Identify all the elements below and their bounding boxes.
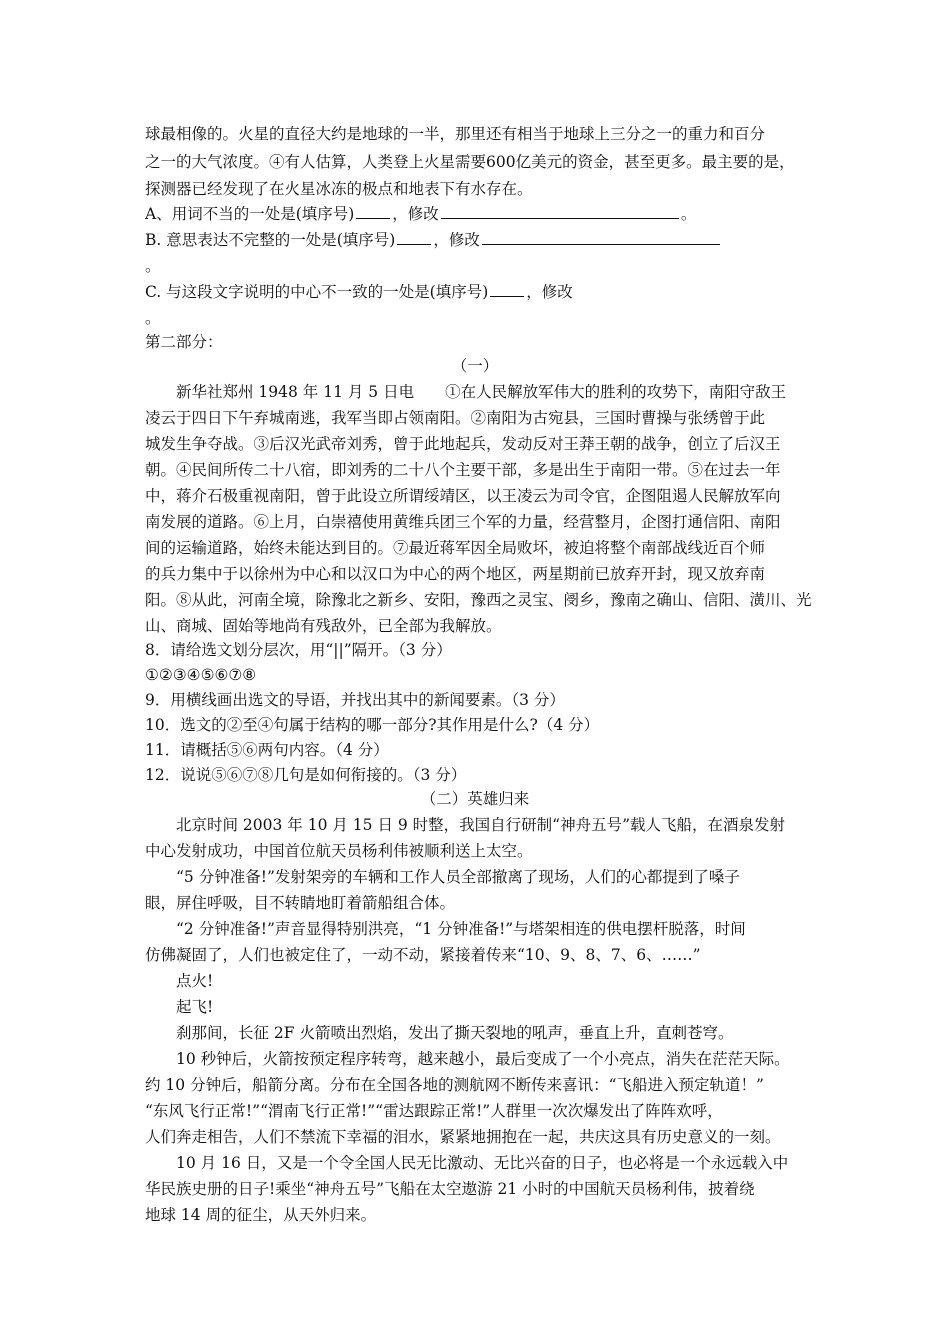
question-item: 12．说说⑤⑥⑦⑧几句是如何衔接的。（3 分） <box>145 766 467 784</box>
passage-line: 点火! <box>176 972 214 990</box>
question-item: 10．选文的②至④句属于结构的哪一部分?其作用是什么?（4 分） <box>145 716 600 734</box>
answer-blank[interactable] <box>482 229 720 245</box>
question-b-prefix: B. 意思表达不完整的一处是(填序号) <box>145 231 396 249</box>
passage-line: 南发展的道路。⑥上月，白崇禧使用黄维兵团三个军的力量，经营整月，企图打通信阳、南阳 <box>145 513 781 531</box>
part-heading: 第二部分： <box>145 333 223 351</box>
question-item: 8．请给选文划分层次，用“||”隔开。（3 分） <box>145 641 452 659</box>
passage-line: “5 分钟准备!”发射架旁的车辆和工作人员全部撤离了现场，人们的心都提到了嗓子 <box>176 868 740 886</box>
text-line: 探测器已经发现了在火星冰冻的极点和地表下有水存在。 <box>145 180 533 198</box>
question-b-end: 。 <box>145 257 161 275</box>
text-line: 球最相像的。火星的直径大约是地球的一半，那里还有相当于地球上三分之一的重力和百分 <box>145 125 766 143</box>
passage-line: 城发生争夺战。③后汉光武帝刘秀，曾于此地起兵，发动反对王莽王朝的战争，创立了后汉王 <box>145 435 781 453</box>
question-item: 9．用横线画出选文的导语，并找出其中的新闻要素。（3 分） <box>145 691 565 709</box>
passage-line: 起飞! <box>176 998 214 1016</box>
question-b <box>145 228 722 252</box>
question-a <box>145 202 696 226</box>
passage-line: 新华社郑州 1948 年 11 月 5 日电 ①在人民解放军伟大的胜利的攻势下，南阳守敌王 <box>176 383 787 401</box>
section-title: （一） <box>451 357 499 375</box>
question-b-mid: ，修改 <box>433 231 480 249</box>
passage-line: 约 10 分钟后，船箭分离。分布在全国各地的测航网不断传来喜讯：“飞船进入预定轨道！” <box>145 1076 764 1094</box>
text-line: 之一的大气浓度。④有人估算，人类登上火星需要600亿美元的资金，甚至更多。最主要的是， <box>145 153 795 171</box>
passage-line: 眼，屏住呼吸，目不转睛地盯着箭船组合体。 <box>145 894 456 912</box>
question-a-end: 。 <box>680 205 697 223</box>
passage-line: 间的运输道路，始终未能达到目的。⑦最近蒋军因全局败坏，被迫将整个南部战线近百个师 <box>145 539 766 557</box>
question-a-prefix: A、用词不当的一处是(填序号) <box>145 205 355 223</box>
passage-line: 的兵力集中于以徐州为中心和以汉口为中心的两个地区，两星期前已放弃开封，现又放弃南 <box>145 565 766 583</box>
passage-line: “2 分钟准备!”声音显得特别洪亮，“1 分钟准备!”与塔架相连的供电摆杆脱落，时间 <box>176 920 746 938</box>
passage-line: 仿佛凝固了，人们也被定住了，一动不动，紧接着传来“10、9、8、7、6、……” <box>145 946 701 964</box>
section-title: （二）英雄归来 <box>420 790 530 808</box>
passage-line: 人们奔走相告，人们不禁流下幸福的泪水，紧紧地拥抱在一起，共庆这具有历史意义的一刻。 <box>145 1128 781 1146</box>
question-c <box>145 280 573 304</box>
question-c-mid: ，修改 <box>526 283 573 301</box>
passage-line: 10 秒钟后，火箭按预定程序转弯，越来越小，最后变成了一个小亮点，消失在茫茫天际。 <box>176 1050 790 1068</box>
sentence-markers: ①②③④⑤⑥⑦⑧ <box>145 666 257 684</box>
passage-line: 刹那间，长征 2F 火箭喷出烈焰，发出了撕天裂地的吼声，垂直上升，直刺苍穹。 <box>176 1024 734 1042</box>
passage-line: 地球 14 周的征尘，从天外归来。 <box>145 1206 377 1224</box>
question-c-end: 。 <box>145 309 161 327</box>
passage-line: 朝。④民间所传二十八宿，即刘秀的二十八个主要干部，多是出生于南阳一带。⑤在过去一年 <box>145 461 781 479</box>
passage-line: 北京时间 2003 年 10 月 15 日 9 时整，我国自行研制“神舟五号”载人飞船，在酒泉发射 <box>176 816 786 834</box>
answer-blank[interactable] <box>441 203 679 219</box>
answer-blank[interactable] <box>397 229 431 245</box>
answer-blank[interactable] <box>490 281 524 297</box>
passage-line: 10 月 16 日，又是一个令全国人民无比激动、无比兴奋的日子，也必将是一个永远载入中 <box>176 1154 789 1172</box>
passage-line: 阳。⑧从此，河南全境，除豫北之新乡、安阳，豫西之灵宝、阌乡，豫南之确山、信阳、潢川、光 <box>145 591 812 609</box>
question-a-mid: ，修改 <box>392 205 439 223</box>
passage-line: “东风飞行正常!”“渭南飞行正常!”“雷达跟踪正常!”人群里一次次爆发出了阵阵欢呼， <box>145 1102 723 1120</box>
question-c-prefix: C. 与这段文字说明的中心不一致的一处是(填序号) <box>145 283 489 301</box>
passage-line: 中，蒋介石极重视南阳，曾于此设立所谓绥靖区，以王凌云为司令官，企图阻遏人民解放军向 <box>145 487 781 505</box>
passage-line: 中心发射成功，中国首位航天员杨利伟被顺利送上太空。 <box>145 842 533 860</box>
passage-line: 山、商城、固始等地尚有残敌外，已全部为我解放。 <box>145 617 502 635</box>
passage-line: 凌云于四日下午弃城南逃，我军当即占领南阳。②南阳为古宛县，三国时曹操与张绣曾于此 <box>145 409 766 427</box>
question-item: 11．请概括⑤⑥两句内容。（4 分） <box>145 741 389 759</box>
passage-line: 华民族史册的日子!乘坐“神舟五号”飞船在太空遨游 21 小时的中国航天员杨利伟，披着绕 <box>145 1180 755 1198</box>
answer-blank[interactable] <box>356 203 390 219</box>
